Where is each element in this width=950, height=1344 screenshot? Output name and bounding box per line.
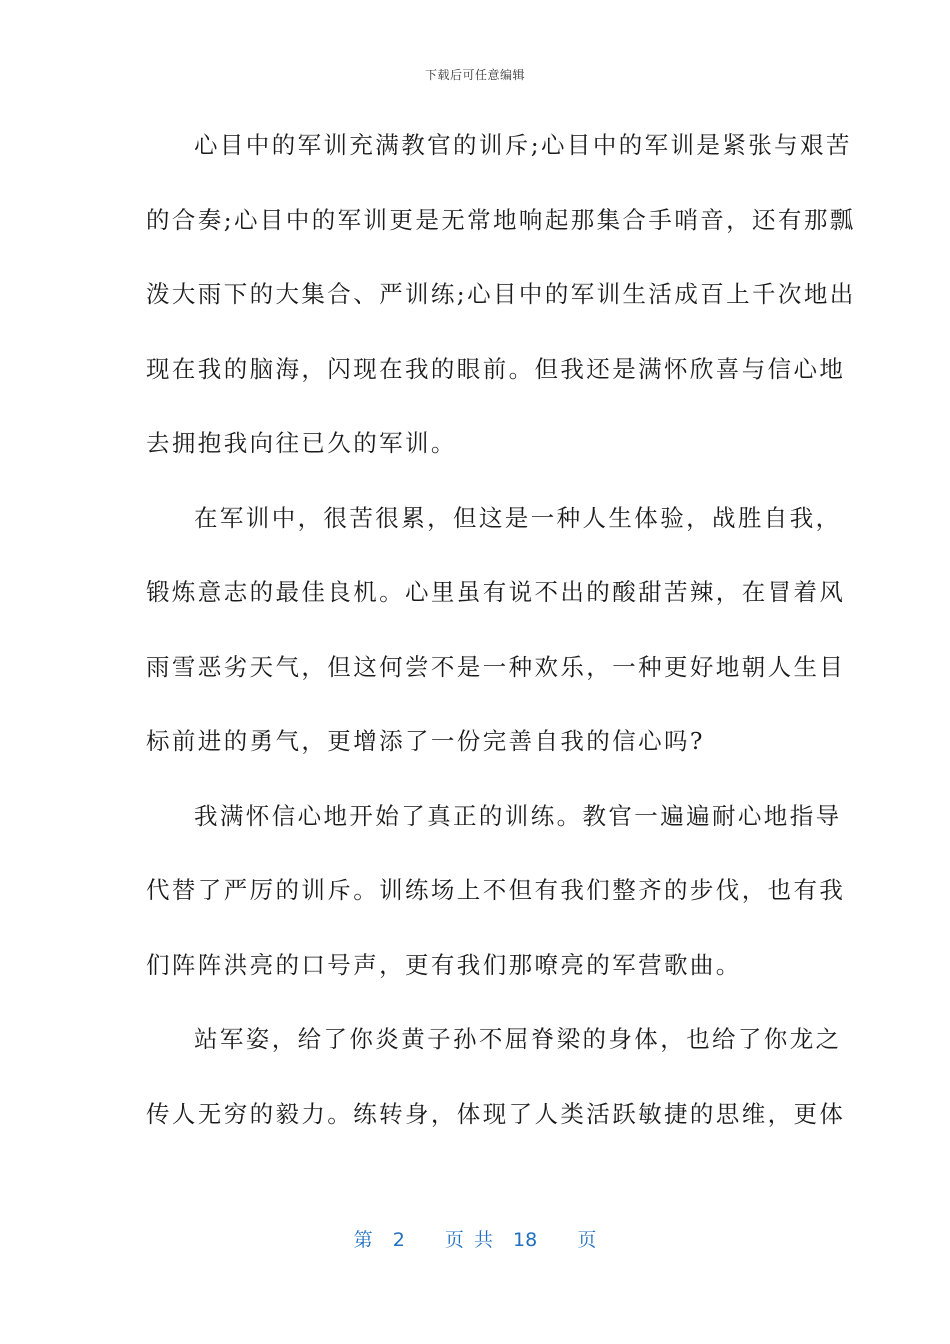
paragraph-4-line-1: 站军姿，给了你炎黄子孙不屈脊梁的身体，也给了你龙之 <box>194 1025 842 1053</box>
paragraph-4-line-2: 传人无穷的毅力。练转身，体现了人类活跃敏捷的思维，更体 <box>146 1099 846 1128</box>
document-body <box>146 122 856 1165</box>
page-header: 下载后可任意编辑 <box>424 68 525 82</box>
page-number: 第 2 页 共 18 页 <box>353 1229 597 1251</box>
page-footer <box>0 1225 950 1252</box>
paragraph-3-line-2: 代替了严厉的训斥。训练场上不但有我们整齐的步伐，也有我 <box>146 876 846 904</box>
paragraph-1-line-4: 现在我的脑海，闪现在我的眼前。但我还是满怀欣喜与信心地 <box>146 354 846 383</box>
paragraph-1-line-3: 泼大雨下的大集合、严训练;心目中的军训生活成百上千次地出 <box>146 280 856 308</box>
paragraph-2-line-4: 标前进的勇气，更增添了一份完善自我的信心吗? <box>146 727 705 755</box>
paragraph-2-line-3: 雨雪恶劣天气，但这何尝不是一种欢乐，一种更好地朝人生目 <box>146 652 846 681</box>
paragraph-1-line-1: 心目中的军训充满教官的训斥;心目中的军训是紧张与艰苦 <box>194 131 852 159</box>
paragraph-2-line-1: 在军训中，很苦很累，但这是一种人生体验，战胜自我， <box>194 503 842 532</box>
paragraph-1-line-5: 去拥抱我向往已久的军训。 <box>146 429 457 457</box>
paragraph-2-line-2: 锻炼意志的最佳良机。心里虽有说不出的酸甜苦辣，在冒着风 <box>146 578 846 606</box>
paragraph-3-line-3: 们阵阵洪亮的口号声，更有我们那嘹亮的军营歌曲。 <box>146 950 742 979</box>
paragraph-1-line-2: 的合奏;心目中的军训更是无常地响起那集合手哨音，还有那瓢 <box>146 205 856 234</box>
paragraph-3-line-1: 我满怀信心地开始了真正的训练。教官一遍遍耐心地指导 <box>194 801 842 830</box>
